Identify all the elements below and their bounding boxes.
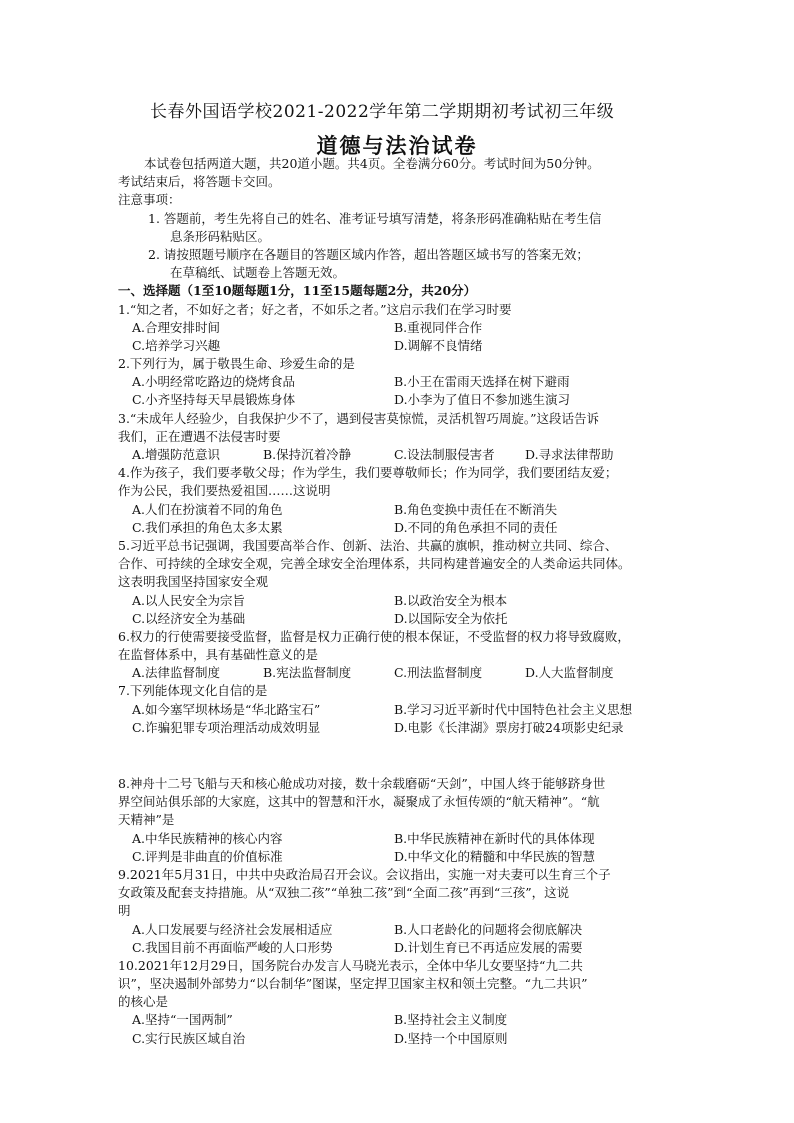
option: D.不同的角色承担不同的责任 — [394, 519, 558, 535]
question-stem: 3.“未成年人经验少，自我保护少不了，遇到侵害莫惊慌，灵活机智巧周旋。”这段话告诉 — [118, 410, 599, 426]
option-row — [118, 391, 678, 409]
question-stem: 8.神舟十二号飞船与天和核心舱成功对接，数十余载磨砺“天剑”，中国人终于能够跻身世 — [118, 776, 606, 791]
option: B.保持沉着冷静 — [263, 447, 352, 462]
option-row — [118, 319, 678, 337]
option: B.小王在雷雨天选择在树下避雨 — [394, 374, 570, 390]
question-stem: 作为公民，我们要热爱祖国……这说明 — [118, 483, 331, 499]
option: C.实行民族区域自治 — [132, 1030, 246, 1046]
option: D.中华文化的精髓和中华民族的智慧 — [394, 848, 596, 864]
option: B.中华民族精神在新时代的具体体现 — [394, 830, 595, 846]
option-row — [118, 664, 678, 682]
question-stem: 9.2021年5月31日，中共中央政治局召开会议。会议指出，实施一对夫妻可以生育三个子 — [118, 866, 611, 882]
question-stem: 我们，正在遭遇不法侵害时要 — [118, 428, 281, 444]
option: C.刑法监督制度 — [394, 665, 483, 681]
option: D.小李为了值日不参加逃生演习 — [394, 392, 571, 408]
option: A.增强防范意识 — [132, 447, 221, 462]
option: C.小齐坚持每天早晨锻炼身体 — [132, 392, 296, 408]
option: A.如今塞罕坝林场是“华北路宝石” — [132, 701, 321, 717]
option-row — [118, 1011, 678, 1029]
option: C.培养学习兴趣 — [132, 337, 221, 353]
option-row — [118, 337, 678, 355]
intro-line: 本试卷包括两道大题，共20道小题。共4页。全卷满分60分。考试时间为50分钟。 — [144, 156, 600, 171]
option: A.以人民安全为宗旨 — [132, 592, 246, 608]
option: A.法律监督制度 — [132, 665, 221, 681]
question-stem: 1.“知之者，不如好之者；好之者，不如乐之者。”这启示我们在学习时要 — [118, 301, 512, 317]
option: B.重视同伴合作 — [394, 319, 483, 335]
option: A.人们在扮演着不同的角色 — [132, 501, 283, 517]
question-stem: 5.习近平总书记强调，我国要高举合作、创新、法治、共赢的旗帜，推动树立共同、综合、 — [118, 537, 618, 553]
option-row — [118, 921, 678, 939]
option: B.宪法监督制度 — [263, 665, 352, 681]
option-row — [118, 519, 678, 537]
option-row — [118, 939, 678, 957]
option-row — [118, 610, 678, 628]
exam-title: 长春外国语学校2021-2022学年第二学期期初考试初三年级 — [150, 102, 615, 122]
notice-item-2: 2. 请按照题号顺序在各题目的答题区域内作答，超出答题区域书写的答案无效； — [148, 246, 589, 262]
question-stem: 10.2021年12月29日，国务院台办发言人马晓光表示，全体中华儿女要坚持“九二共 — [118, 957, 583, 973]
option: D.以国际安全为依托 — [394, 610, 508, 626]
exam-subtitle: 道德与法治试卷 — [316, 133, 478, 158]
option: D.电影《长津湖》票房打破24项影史纪录 — [394, 719, 624, 735]
question-stem: 6.权力的行使需要接受监督，监督是权力正确行使的根本保证，不受监督的权力将导致腐败， — [118, 628, 630, 644]
option-row — [118, 373, 678, 391]
blank-gap — [118, 737, 678, 775]
notice-item-2-cont: 在草稿纸、试题卷上答题无效。 — [170, 265, 346, 281]
option: C.我们承担的角色太多太累 — [132, 519, 283, 535]
option: B.坚持社会主义制度 — [394, 1012, 508, 1028]
option: A.合理安排时间 — [132, 319, 221, 335]
question-stem: 4.作为孩子，我们要孝敬父母；作为学生，我们要尊敬师长；作为同学，我们要团结友爱； — [118, 465, 618, 481]
option: D.坚持一个中国原则 — [394, 1030, 508, 1046]
option-row — [118, 719, 678, 737]
notice-heading: 注意事项： — [118, 192, 181, 208]
option: D.调解不良情绪 — [394, 337, 483, 353]
exam-body — [118, 155, 678, 1048]
option-row — [118, 446, 678, 464]
question-stem: 7.下列能体现文化自信的是 — [118, 683, 268, 699]
option: A.中华民族精神的核心内容 — [132, 830, 283, 846]
option: C.我国目前不再面临严峻的人口形势 — [132, 939, 333, 955]
option: A.坚持“一国两制” — [132, 1012, 233, 1028]
option-row — [118, 701, 678, 719]
option: A.人口发展要与经济社会发展相适应 — [132, 921, 333, 937]
option: D.寻求法律帮助 — [525, 447, 614, 462]
option-row — [118, 1030, 678, 1048]
question-stem: 识”，坚决遏制外部势力“以台制华”图谋，坚定捍卫国家主权和领土完整。“九二共识” — [118, 976, 588, 992]
question-stem: 明 — [118, 903, 131, 919]
option-row — [118, 848, 678, 866]
option: B.人口老龄化的问题将会彻底解决 — [394, 921, 583, 937]
question-stem: 合作、可持续的全球安全观，完善全球安全治理体系，共同构建普遍安全的人类命运共同体。 — [118, 556, 631, 572]
question-stem: 这表明我国坚持国家安全观 — [118, 574, 269, 590]
option: D.计划生育已不再适应发展的需要 — [394, 939, 583, 955]
question-stem: 在监督体系中，具有基础性意义的是 — [118, 647, 319, 663]
question-stem: 2.下列行为，属于敬畏生命、珍爱生命的是 — [118, 356, 355, 372]
question-stem: 女政策及配套支持措施。从“双独二孩”“单独二孩”到“全面二孩”再到“三孩”，这说 — [118, 885, 570, 901]
option-row — [118, 592, 678, 610]
option: A.小明经常吃路边的烧烤食品 — [132, 374, 296, 390]
option: D.人大监督制度 — [525, 665, 614, 681]
section-heading: 一、选择题（1至10题每题1分，11至15题每题2分，共20分） — [118, 283, 477, 299]
notice-item-1-cont: 息条形码粘贴区。 — [170, 228, 271, 244]
question-stem: 的核心是 — [118, 994, 169, 1010]
question-stem: 界空间站俱乐部的大家庭，这其中的智慧和汗水，凝聚成了永恒传颂的“航天精神”。“航 — [118, 794, 600, 810]
option: C.诈骗犯罪专项治理活动成效明显 — [132, 719, 321, 735]
option: B.角色变换中责任在不断消失 — [394, 501, 558, 517]
option-row — [118, 830, 678, 848]
question-stem: 天精神”是 — [118, 812, 175, 828]
intro-line: 考试结束后，将答题卡交回。 — [118, 174, 281, 190]
option-row — [118, 501, 678, 519]
notice-item-1: 1. 答题前，考生先将自己的姓名、准考证号填写清楚，将条形码准确粘贴在考生信 — [148, 210, 602, 226]
option: C.以经济安全为基础 — [132, 610, 246, 626]
option: B.学习习近平新时代中国特色社会主义思想 — [394, 701, 633, 717]
option: B.以政治安全为根本 — [394, 592, 508, 608]
option: C.评判是非曲直的价值标准 — [132, 848, 283, 864]
option: C.设法制服侵害者 — [394, 447, 495, 462]
